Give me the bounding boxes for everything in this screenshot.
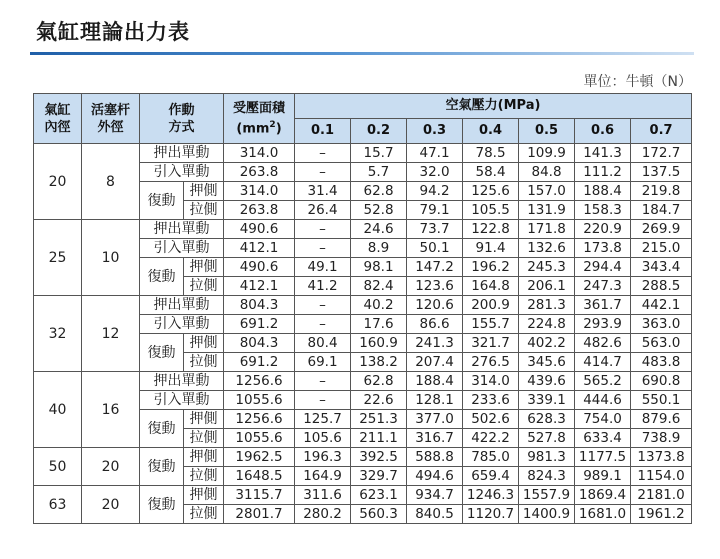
action-pull-side: 拉側 bbox=[184, 201, 224, 220]
force-cell: 15.7 bbox=[351, 144, 407, 163]
force-cell: – bbox=[295, 220, 351, 239]
force-cell: 377.0 bbox=[407, 410, 463, 429]
force-cell: – bbox=[295, 144, 351, 163]
action-push-side: 押側 bbox=[184, 486, 224, 505]
force-cell: 502.6 bbox=[463, 410, 519, 429]
force-cell: 105.6 bbox=[295, 429, 351, 448]
area-cell: 490.6 bbox=[224, 220, 295, 239]
force-cell: – bbox=[295, 296, 351, 315]
rod-cell: 16 bbox=[82, 372, 140, 448]
table-body bbox=[34, 144, 692, 524]
area-cell: 1256.6 bbox=[224, 372, 295, 391]
force-cell: 1373.8 bbox=[631, 448, 692, 467]
force-cell: 494.6 bbox=[407, 467, 463, 486]
action-push-side: 押側 bbox=[184, 334, 224, 353]
force-cell: 276.5 bbox=[463, 353, 519, 372]
force-cell: 550.1 bbox=[631, 391, 692, 410]
area-cell: 2801.7 bbox=[224, 505, 295, 524]
force-cell: 164.8 bbox=[463, 277, 519, 296]
header-bore-line2: 內徑 bbox=[44, 119, 71, 135]
force-cell: 245.3 bbox=[519, 258, 575, 277]
header-pressure-5: 0.6 bbox=[575, 119, 631, 144]
table-row bbox=[34, 220, 692, 239]
action-pull-side: 拉側 bbox=[184, 429, 224, 448]
force-cell: 316.7 bbox=[407, 429, 463, 448]
force-cell: 981.3 bbox=[519, 448, 575, 467]
force-cell: 422.2 bbox=[463, 429, 519, 448]
force-table bbox=[33, 93, 692, 524]
bore-cell: 63 bbox=[34, 486, 82, 524]
force-cell: 62.8 bbox=[351, 372, 407, 391]
force-cell: – bbox=[295, 163, 351, 182]
force-cell: 588.8 bbox=[407, 448, 463, 467]
area-cell: 691.2 bbox=[224, 353, 295, 372]
force-cell: – bbox=[295, 372, 351, 391]
action-pull-single: 引入單動 bbox=[140, 391, 224, 410]
area-cell: 263.8 bbox=[224, 201, 295, 220]
action-pull-side: 拉側 bbox=[184, 505, 224, 524]
force-cell: 24.6 bbox=[351, 220, 407, 239]
force-cell: 241.3 bbox=[407, 334, 463, 353]
table-row bbox=[34, 372, 692, 391]
header-rod-line1: 活塞杆 bbox=[90, 102, 130, 118]
force-cell: 137.5 bbox=[631, 163, 692, 182]
force-cell: 147.2 bbox=[407, 258, 463, 277]
force-cell: 206.1 bbox=[519, 277, 575, 296]
force-cell: 132.6 bbox=[519, 239, 575, 258]
force-cell: 123.6 bbox=[407, 277, 463, 296]
rod-cell: 20 bbox=[82, 486, 140, 524]
force-cell: 184.7 bbox=[631, 201, 692, 220]
force-cell: 439.6 bbox=[519, 372, 575, 391]
force-cell: 138.2 bbox=[351, 353, 407, 372]
force-cell: 321.7 bbox=[463, 334, 519, 353]
header-area-unit: (mm bbox=[236, 121, 270, 137]
force-cell: 623.1 bbox=[351, 486, 407, 505]
area-cell: 804.3 bbox=[224, 334, 295, 353]
force-cell: 1961.2 bbox=[631, 505, 692, 524]
force-cell: 1177.5 bbox=[575, 448, 631, 467]
header-area bbox=[224, 94, 295, 144]
force-cell: 211.1 bbox=[351, 429, 407, 448]
force-cell: 91.4 bbox=[463, 239, 519, 258]
header-action-line1: 作動 bbox=[168, 102, 195, 118]
header-pressure-title: 空氣壓力(MPa) bbox=[295, 94, 692, 119]
header-action-line2: 方式 bbox=[168, 119, 195, 135]
force-cell: 628.3 bbox=[519, 410, 575, 429]
force-cell: 47.1 bbox=[407, 144, 463, 163]
force-cell: 314.0 bbox=[463, 372, 519, 391]
rod-cell: 12 bbox=[82, 296, 140, 372]
force-cell: 8.9 bbox=[351, 239, 407, 258]
force-cell: 343.4 bbox=[631, 258, 692, 277]
force-cell: 280.2 bbox=[295, 505, 351, 524]
force-cell: 94.2 bbox=[407, 182, 463, 201]
force-cell: 122.8 bbox=[463, 220, 519, 239]
force-cell: 934.7 bbox=[407, 486, 463, 505]
force-cell: 293.9 bbox=[575, 315, 631, 334]
force-cell: 840.5 bbox=[407, 505, 463, 524]
force-cell: 172.7 bbox=[631, 144, 692, 163]
action-pull-single: 引入單動 bbox=[140, 163, 224, 182]
force-cell: 125.6 bbox=[463, 182, 519, 201]
table-row bbox=[34, 296, 692, 315]
table-row bbox=[34, 144, 692, 163]
area-cell: 1648.5 bbox=[224, 467, 295, 486]
force-cell: 311.6 bbox=[295, 486, 351, 505]
header-action bbox=[140, 94, 224, 144]
force-cell: 155.7 bbox=[463, 315, 519, 334]
header-bore bbox=[34, 94, 82, 144]
action-pull-side: 拉側 bbox=[184, 353, 224, 372]
rod-cell: 10 bbox=[82, 220, 140, 296]
force-cell: 141.3 bbox=[575, 144, 631, 163]
force-cell: 1120.7 bbox=[463, 505, 519, 524]
force-cell: 86.6 bbox=[407, 315, 463, 334]
force-cell: 281.3 bbox=[519, 296, 575, 315]
area-cell: 263.8 bbox=[224, 163, 295, 182]
table-row bbox=[34, 486, 692, 505]
force-cell: 125.7 bbox=[295, 410, 351, 429]
force-cell: 120.6 bbox=[407, 296, 463, 315]
force-cell: 442.1 bbox=[631, 296, 692, 315]
force-cell: 98.1 bbox=[351, 258, 407, 277]
area-cell: 3115.7 bbox=[224, 486, 295, 505]
force-cell: 1154.0 bbox=[631, 467, 692, 486]
force-cell: 224.8 bbox=[519, 315, 575, 334]
force-cell: 1681.0 bbox=[575, 505, 631, 524]
page-title: 氣缸理論出力表 bbox=[36, 20, 190, 44]
force-cell: 111.2 bbox=[575, 163, 631, 182]
force-cell: 1869.4 bbox=[575, 486, 631, 505]
area-cell: 1256.6 bbox=[224, 410, 295, 429]
force-cell: 233.6 bbox=[463, 391, 519, 410]
header-area-line1: 受壓面積 bbox=[233, 100, 286, 116]
force-cell: 785.0 bbox=[463, 448, 519, 467]
force-cell: 52.8 bbox=[351, 201, 407, 220]
action-double: 復動 bbox=[140, 486, 184, 524]
force-cell: 220.9 bbox=[575, 220, 631, 239]
force-cell: 188.4 bbox=[407, 372, 463, 391]
force-cell: 22.6 bbox=[351, 391, 407, 410]
force-cell: 659.4 bbox=[463, 467, 519, 486]
force-cell: 128.1 bbox=[407, 391, 463, 410]
force-cell: 131.9 bbox=[519, 201, 575, 220]
area-cell: 691.2 bbox=[224, 315, 295, 334]
force-cell: – bbox=[295, 391, 351, 410]
force-cell: 565.2 bbox=[575, 372, 631, 391]
action-push-single: 押出單動 bbox=[140, 372, 224, 391]
action-double: 復動 bbox=[140, 448, 184, 486]
title-underline bbox=[30, 52, 694, 55]
force-cell: 50.1 bbox=[407, 239, 463, 258]
force-cell: 215.0 bbox=[631, 239, 692, 258]
header-area-line2 bbox=[224, 117, 294, 137]
action-push-single: 押出單動 bbox=[140, 296, 224, 315]
force-cell: 164.9 bbox=[295, 467, 351, 486]
force-cell: 251.3 bbox=[351, 410, 407, 429]
action-push-single: 押出單動 bbox=[140, 220, 224, 239]
header-pressure-6: 0.7 bbox=[631, 119, 692, 144]
force-cell: 200.9 bbox=[463, 296, 519, 315]
force-cell: 41.2 bbox=[295, 277, 351, 296]
force-cell: 80.4 bbox=[295, 334, 351, 353]
area-cell: 412.1 bbox=[224, 277, 295, 296]
area-cell: 1055.6 bbox=[224, 429, 295, 448]
header-rod bbox=[82, 94, 140, 144]
force-cell: 563.0 bbox=[631, 334, 692, 353]
force-cell: 157.0 bbox=[519, 182, 575, 201]
force-cell: 26.4 bbox=[295, 201, 351, 220]
force-cell: 196.3 bbox=[295, 448, 351, 467]
force-cell: 1400.9 bbox=[519, 505, 575, 524]
rod-cell: 8 bbox=[82, 144, 140, 220]
force-cell: 158.3 bbox=[575, 201, 631, 220]
force-cell: 361.7 bbox=[575, 296, 631, 315]
header-pressure-2: 0.3 bbox=[407, 119, 463, 144]
force-cell: 879.6 bbox=[631, 410, 692, 429]
header-pressure-1: 0.2 bbox=[351, 119, 407, 144]
force-cell: 247.3 bbox=[575, 277, 631, 296]
force-cell: 49.1 bbox=[295, 258, 351, 277]
action-pull-side: 拉側 bbox=[184, 277, 224, 296]
force-cell: 105.5 bbox=[463, 201, 519, 220]
force-cell: 40.2 bbox=[351, 296, 407, 315]
unit-note: 單位：牛頓（N） bbox=[583, 74, 692, 90]
force-cell: 2181.0 bbox=[631, 486, 692, 505]
action-double: 復動 bbox=[140, 334, 184, 372]
header-row-1 bbox=[34, 94, 692, 119]
force-cell: 73.7 bbox=[407, 220, 463, 239]
action-push-side: 押側 bbox=[184, 448, 224, 467]
header-area-close: ) bbox=[275, 121, 282, 137]
area-cell: 1962.5 bbox=[224, 448, 295, 467]
force-cell: 560.3 bbox=[351, 505, 407, 524]
bore-cell: 25 bbox=[34, 220, 82, 296]
force-cell: 31.4 bbox=[295, 182, 351, 201]
bore-cell: 40 bbox=[34, 372, 82, 448]
force-cell: 738.9 bbox=[631, 429, 692, 448]
force-cell: 58.4 bbox=[463, 163, 519, 182]
force-cell: 188.4 bbox=[575, 182, 631, 201]
force-cell: 392.5 bbox=[351, 448, 407, 467]
area-cell: 314.0 bbox=[224, 182, 295, 201]
action-pull-single: 引入單動 bbox=[140, 239, 224, 258]
force-cell: 79.1 bbox=[407, 201, 463, 220]
header-pressure-4: 0.5 bbox=[519, 119, 575, 144]
force-cell: 288.5 bbox=[631, 277, 692, 296]
force-cell: 160.9 bbox=[351, 334, 407, 353]
header-rod-line2: 外徑 bbox=[97, 119, 124, 135]
force-cell: 483.8 bbox=[631, 353, 692, 372]
force-cell: 32.0 bbox=[407, 163, 463, 182]
force-cell: 109.9 bbox=[519, 144, 575, 163]
force-cell: 173.8 bbox=[575, 239, 631, 258]
area-cell: 490.6 bbox=[224, 258, 295, 277]
table-row bbox=[34, 448, 692, 467]
force-cell: 5.7 bbox=[351, 163, 407, 182]
action-double: 復動 bbox=[140, 410, 184, 448]
force-cell: 482.6 bbox=[575, 334, 631, 353]
rod-cell: 20 bbox=[82, 448, 140, 486]
force-cell: 414.7 bbox=[575, 353, 631, 372]
force-cell: 84.8 bbox=[519, 163, 575, 182]
action-push-side: 押側 bbox=[184, 410, 224, 429]
bore-cell: 20 bbox=[34, 144, 82, 220]
force-cell: 402.2 bbox=[519, 334, 575, 353]
force-cell: 754.0 bbox=[575, 410, 631, 429]
force-cell: 294.4 bbox=[575, 258, 631, 277]
force-cell: 824.3 bbox=[519, 467, 575, 486]
force-cell: 633.4 bbox=[575, 429, 631, 448]
force-cell: 78.5 bbox=[463, 144, 519, 163]
action-push-single: 押出單動 bbox=[140, 144, 224, 163]
force-cell: – bbox=[295, 239, 351, 258]
action-push-side: 押側 bbox=[184, 182, 224, 201]
force-cell: 219.8 bbox=[631, 182, 692, 201]
area-cell: 314.0 bbox=[224, 144, 295, 163]
force-cell: 171.8 bbox=[519, 220, 575, 239]
bore-cell: 32 bbox=[34, 296, 82, 372]
force-cell: 363.0 bbox=[631, 315, 692, 334]
area-cell: 412.1 bbox=[224, 239, 295, 258]
force-cell: 690.8 bbox=[631, 372, 692, 391]
force-cell: 269.9 bbox=[631, 220, 692, 239]
action-pull-side: 拉側 bbox=[184, 467, 224, 486]
force-cell: 1246.3 bbox=[463, 486, 519, 505]
action-double: 復動 bbox=[140, 258, 184, 296]
force-cell: 62.8 bbox=[351, 182, 407, 201]
action-pull-single: 引入單動 bbox=[140, 315, 224, 334]
force-cell: 345.6 bbox=[519, 353, 575, 372]
force-cell: 69.1 bbox=[295, 353, 351, 372]
force-cell: 17.6 bbox=[351, 315, 407, 334]
force-cell: 207.4 bbox=[407, 353, 463, 372]
force-cell: 196.2 bbox=[463, 258, 519, 277]
header-pressure-0: 0.1 bbox=[295, 119, 351, 144]
header-pressure-3: 0.4 bbox=[463, 119, 519, 144]
force-cell: 339.1 bbox=[519, 391, 575, 410]
bore-cell: 50 bbox=[34, 448, 82, 486]
header-bore-line1: 氣缸 bbox=[44, 102, 71, 118]
header-area-sup: 2 bbox=[269, 119, 276, 130]
force-cell: 444.6 bbox=[575, 391, 631, 410]
area-cell: 1055.6 bbox=[224, 391, 295, 410]
force-cell: 527.8 bbox=[519, 429, 575, 448]
action-double: 復動 bbox=[140, 182, 184, 220]
force-cell: 82.4 bbox=[351, 277, 407, 296]
area-cell: 804.3 bbox=[224, 296, 295, 315]
force-cell: – bbox=[295, 315, 351, 334]
force-cell: 1557.9 bbox=[519, 486, 575, 505]
force-cell: 989.1 bbox=[575, 467, 631, 486]
action-push-side: 押側 bbox=[184, 258, 224, 277]
force-cell: 329.7 bbox=[351, 467, 407, 486]
